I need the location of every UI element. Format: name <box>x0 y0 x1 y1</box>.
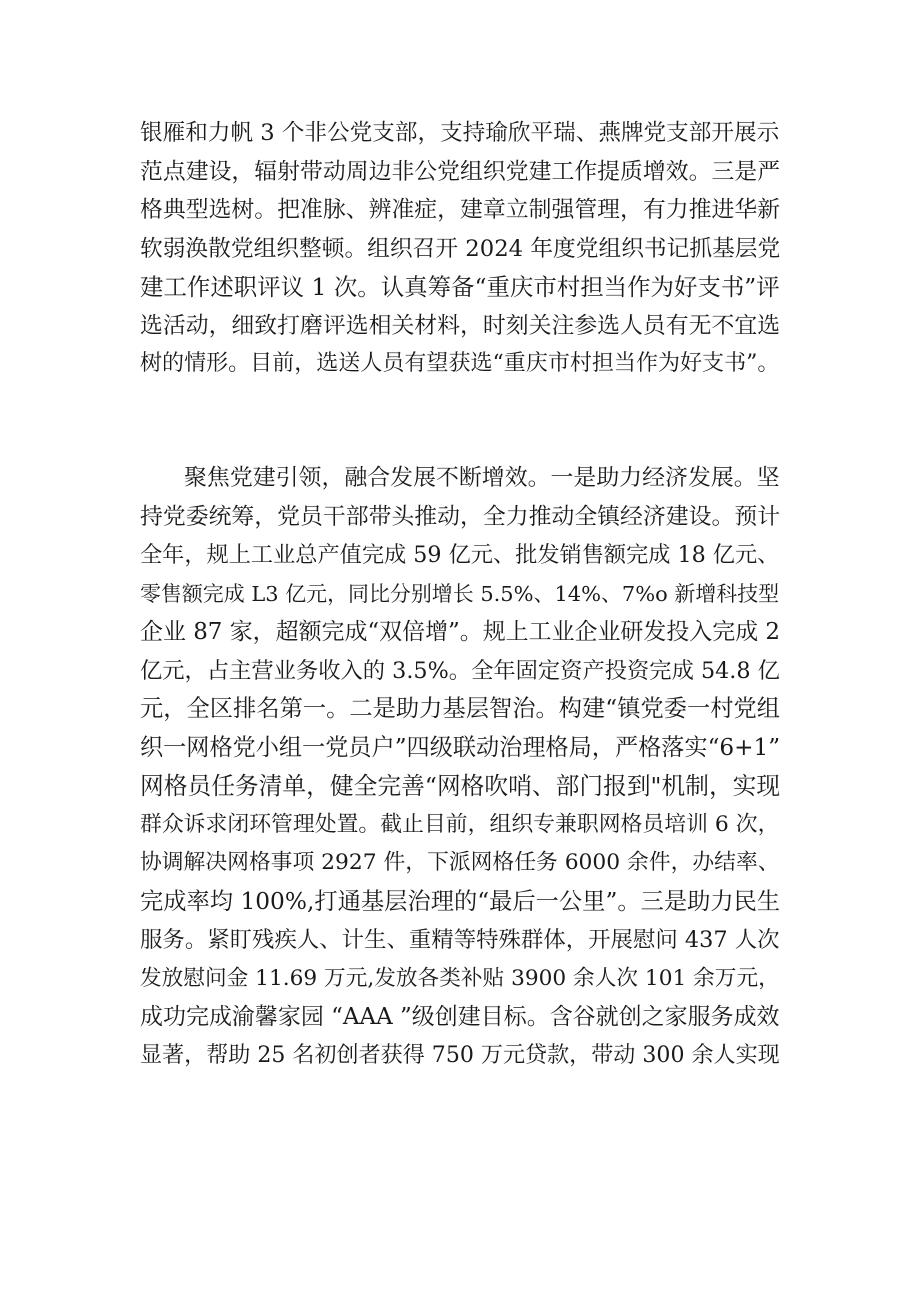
text-line: 全年，规上工业总产值完成 59 亿元、批发销售额完成 18 亿元、 <box>140 542 780 568</box>
text-line: 零售额完成 L3 亿元，同比分别增长 5.5%、14%、7%o 新增科技型 <box>140 581 780 606</box>
text-line: 织一网格党小组一党员户”四级联动治理格局，严格落实“6+1” <box>140 733 781 761</box>
text-line: 软弱涣散党组织整顿。组织召开 2024 年度党组织书记抓基层党 <box>140 235 781 262</box>
text-line: 树的情形。目前，选送人员有望获选“重庆市村担当作为好支书”。 <box>140 351 780 376</box>
text-line: 成功完成渝馨家园 “AAA ”级创建目标。含谷就创之家服务成效 <box>140 1004 780 1030</box>
text-line: 格典型选树。把准脉、辨准症，建章立制强管理，有力推进华新 <box>140 197 781 223</box>
text-line: 完成率均 100%,打通基层治理的“最后一公里”。三是助力民生 <box>140 887 781 915</box>
paragraph-party-building-development <box>140 459 780 1075</box>
text-line: 选活动，细致打磨评选相关材料，时刻关注参选人员有无不宜选 <box>140 312 781 339</box>
text-line: 聚焦党建引领，融合发展不断增效。一是助力经济发展。坚 <box>184 465 780 491</box>
text-line: 协调解决网格事项 2927 件，下派网格任务 6000 余件，办结率、 <box>140 850 780 875</box>
text-line: 企业 87 家，超额完成“双倍增”。规上工业企业研发投入完成 2 <box>140 619 781 645</box>
text-line: 发放慰问金 11.69 万元,发放各类补贴 3900 余人次 101 余万元， <box>140 965 780 991</box>
text-line: 持党委统筹，党员干部带头推动，全力推动全镇经济建设。预计 <box>140 503 781 530</box>
text-line: 显著，帮助 25 名初创者获得 750 万元贷款，带动 300 余人实现 <box>140 1042 780 1068</box>
text-line: 范点建设，辐射带动周边非公党组织党建工作提质增效。三是严 <box>140 158 781 185</box>
paragraph-non-public-party-branches <box>140 114 780 384</box>
text-line: 银雁和力帆 3 个非公党支部，支持瑜欣平瑞、燕牌党支部开展示 <box>140 120 780 146</box>
text-line: 服务。紧盯残疾人、计生、重精等特殊群体，开展慰问 437 人次 <box>140 927 780 953</box>
text-line: 建工作述职评议 1 次。认真筹备“重庆市村担当作为好支书”评 <box>140 273 780 301</box>
text-line: 元，全区排名第一。二是助力基层智治。构建“镇党委一村党组 <box>140 695 781 722</box>
text-line: 群众诉求闭环管理处置。截止目前，组织专兼职网格员培训 6 次， <box>140 811 780 837</box>
text-line: 亿元，占主营业务收入的 3.5%。全年固定资产投资完成 54.8 亿 <box>140 657 780 684</box>
text-line: 网格员任务清单，健全完善“网格吹哨、部门报到"机制，实现 <box>140 772 781 800</box>
